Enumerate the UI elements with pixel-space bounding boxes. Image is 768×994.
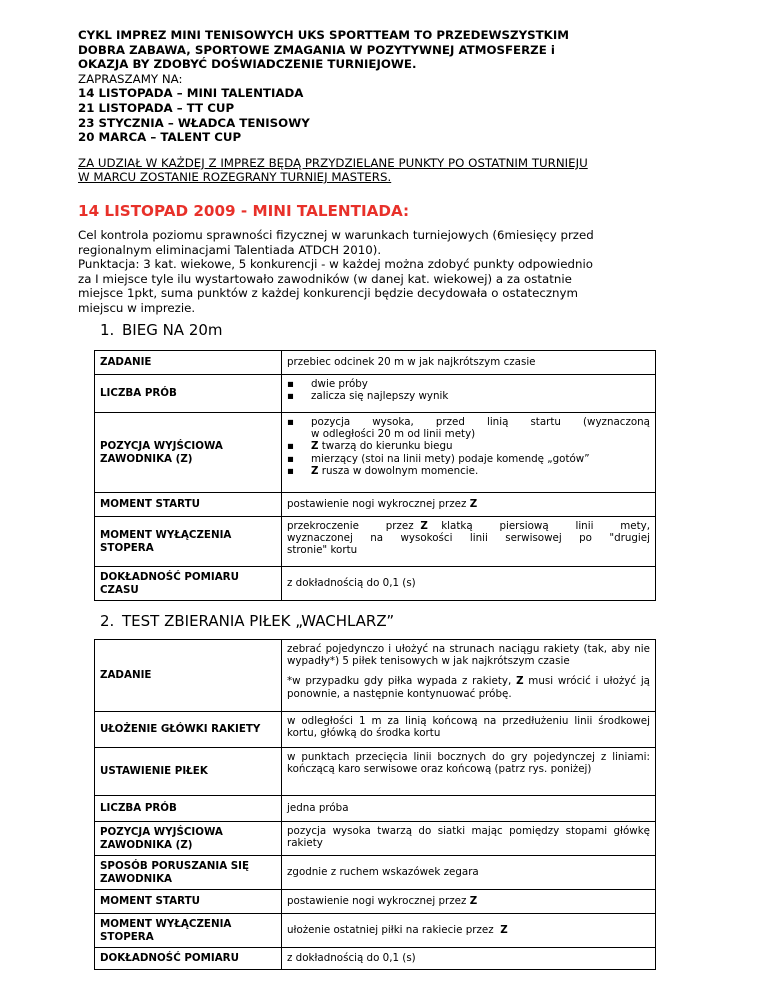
row-value: przebiec odcinek 20 m w jak najkrótszym czasie — [282, 350, 656, 374]
row-value: pozycja wysoka twarzą do siatki mając pomiędzy stopami główkę rakiety — [282, 821, 656, 855]
row-label: POZYCJA WYJŚCIOWA ZAWODNIKA (Z) — [95, 821, 282, 855]
test2-table — [94, 639, 656, 970]
table-row — [95, 747, 656, 795]
row-label: UŁOŻENIE GŁÓWKI RAKIETY — [95, 711, 282, 747]
row-label: USTAWIENIE PIŁEK — [95, 747, 282, 795]
test2-number: 2. — [100, 611, 115, 630]
notice-line: W MARCU ZOSTANIE ROZEGRANY TURNIEJ MASTERS. — [78, 170, 392, 185]
test2-heading — [100, 611, 696, 631]
table-row — [95, 374, 656, 412]
description — [78, 228, 696, 316]
table-row — [95, 639, 656, 711]
section-title: 14 LISTOPAD 2009 - MINI TALENTIADA: — [78, 201, 410, 220]
bullet-icon: ▪ — [287, 440, 294, 453]
row-value: jedna próba — [282, 795, 656, 821]
bullet-icon: ▪ — [287, 389, 294, 402]
row-label: MOMENT WYŁĄCZENIA STOPERA — [95, 516, 282, 566]
row-value: z dokładnością do 0,1 (s) — [282, 566, 656, 600]
description-line: za I miejsce tyle ilu wystartowało zawodników (w danej kat. wiekowej) a za ostatnie — [78, 271, 572, 286]
row-label: DOKŁADNOŚĆ POMIARU CZASU — [95, 566, 282, 600]
description-line: regionalnym eliminacjami Talentiada ATDCH 2010). — [78, 242, 382, 257]
description-line: miejsce 1pkt, suma punktów z każdej konkurencji będzie decydowała o ostatecznym — [78, 286, 578, 301]
bullet-icon: ▪ — [287, 377, 294, 390]
test1-number: 1. — [100, 320, 115, 339]
table-row — [95, 711, 656, 747]
table-row — [95, 795, 656, 821]
notice-line: ZA UDZIAŁ W KAŻDEJ Z IMPREZ BĘDĄ PRZYDZIELANE PUNKTY PO OSTATNIM TURNIEJU — [78, 155, 588, 170]
intro-line: DOBRA ZABAWA, SPORTOWE ZMAGANIA W POZYTYWNEJ ATMOSFERZE i — [78, 42, 555, 57]
event-item: 14 LISTOPADA – MINI TALENTIADA — [78, 86, 304, 101]
table-row — [95, 492, 656, 516]
row-value: zebrać pojedynczo i ułożyć na strunach naciągu rakiety (tak, aby nie wypadły*) 5 piłek tenisowych w jak najkrótszym czasie *w przypadku gdy piłka wypada z rakiety, Z musi wrócić i ułożyć ją ponownie, a następnie kontynuować próbę. — [282, 639, 656, 711]
list-item: ▪ zalicza się najlepszy wynik — [287, 389, 449, 402]
bullet-icon: ▪ — [287, 415, 294, 428]
intro-line: OKAZJA BY ZDOBYĆ DOŚWIADCZENIE TURNIEJOWE. — [78, 57, 417, 72]
event-item: 23 STYCZNIA – WŁADCA TENISOWY — [78, 115, 310, 130]
row-value: w punktach przecięcia linii bocznych do gry pojedynczej z liniami: kończącą karo serwisowe oraz końcową (patrz rys. poniżej) — [282, 747, 656, 795]
row-label: LICZBA PRÓB — [95, 374, 282, 412]
table-row — [95, 913, 656, 947]
list-item: ▪ Z rusza w dowolnym momencie. — [287, 465, 479, 478]
test1-heading — [100, 320, 696, 340]
table-row — [95, 947, 656, 969]
list-item: ▪ dwie próby — [287, 377, 368, 390]
table-row — [95, 412, 656, 492]
table-row — [95, 516, 656, 566]
test2-title: TEST ZBIERANIA PIŁEK „WACHLARZ” — [122, 611, 395, 630]
row-label: SPOSÓB PORUSZANIA SIĘ ZAWODNIKA — [95, 855, 282, 889]
event-item: 20 MARCA – TALENT CUP — [78, 130, 242, 145]
row-label: MOMENT STARTU — [95, 492, 282, 516]
description-line: miejscu w imprezie. — [78, 300, 196, 315]
row-label: MOMENT WYŁĄCZENIA STOPERA — [95, 913, 282, 947]
row-value: postawienie nogi wykrocznej przez Z — [282, 889, 656, 913]
description-line: Punktacja: 3 kat. wiekowe, 5 konkurencji - w każdej można zdobyć punkty odpowiednio — [78, 257, 594, 272]
document-page — [78, 28, 696, 970]
bullet-icon: ▪ — [287, 452, 294, 465]
description-line: Cel kontrola poziomu sprawności fizycznej w warunkach turniejowych (6miesięcy przed — [78, 227, 594, 242]
row-label: MOMENT STARTU — [95, 889, 282, 913]
table-row — [95, 821, 656, 855]
row-label: POZYCJA WYJŚCIOWA ZAWODNIKA (Z) — [95, 412, 282, 492]
list-item: ▪ mierzący (stoi na linii mety) podaje komendę „gotów” — [287, 452, 590, 465]
table-row — [95, 566, 656, 600]
row-label: ZADANIE — [95, 639, 282, 711]
row-value: przekroczenie przez Z klatką piersiową linii mety, wyznaczonej na wysokości linii serwisowej po "drugiej stronie" kortu — [282, 516, 656, 566]
table-row — [95, 855, 656, 889]
row-value — [282, 374, 656, 412]
event-item: 21 LISTOPADA – TT CUP — [78, 100, 235, 115]
points-notice — [78, 156, 696, 185]
list-item: ▪ Z twarzą do kierunku biegu — [287, 440, 453, 453]
intro-line: CYKL IMPREZ MINI TENISOWYCH UKS SPORTTEAM TO PRZEDEWSZYSTKIM — [78, 28, 569, 42]
row-value: w odległości 1 m za linią końcową na przedłużeniu linii środkowej kortu, główką do środka kortu — [282, 711, 656, 747]
row-value — [282, 412, 656, 492]
row-value: zgodnie z ruchem wskazówek zegara — [282, 855, 656, 889]
row-label: LICZBA PRÓB — [95, 795, 282, 821]
invite-text: ZAPRASZAMY NA: — [78, 71, 183, 86]
intro-block — [78, 28, 696, 145]
list-item: ▪ pozycja wysoka, przed linią startu (wyznaczoną w odległości 20 m od linii mety) — [287, 415, 650, 440]
row-value: ułożenie ostatniej piłki na rakiecie przez Z — [282, 913, 656, 947]
bullet-icon: ▪ — [287, 465, 294, 478]
row-value: postawienie nogi wykrocznej przez Z — [282, 492, 656, 516]
row-value: z dokładnością do 0,1 (s) — [282, 947, 656, 969]
test1-title: BIEG NA 20m — [122, 320, 223, 339]
table-row — [95, 350, 656, 374]
table-row — [95, 889, 656, 913]
row-label: DOKŁADNOŚĆ POMIARU — [95, 947, 282, 969]
test1-table — [94, 350, 656, 601]
row-label: ZADANIE — [95, 350, 282, 374]
